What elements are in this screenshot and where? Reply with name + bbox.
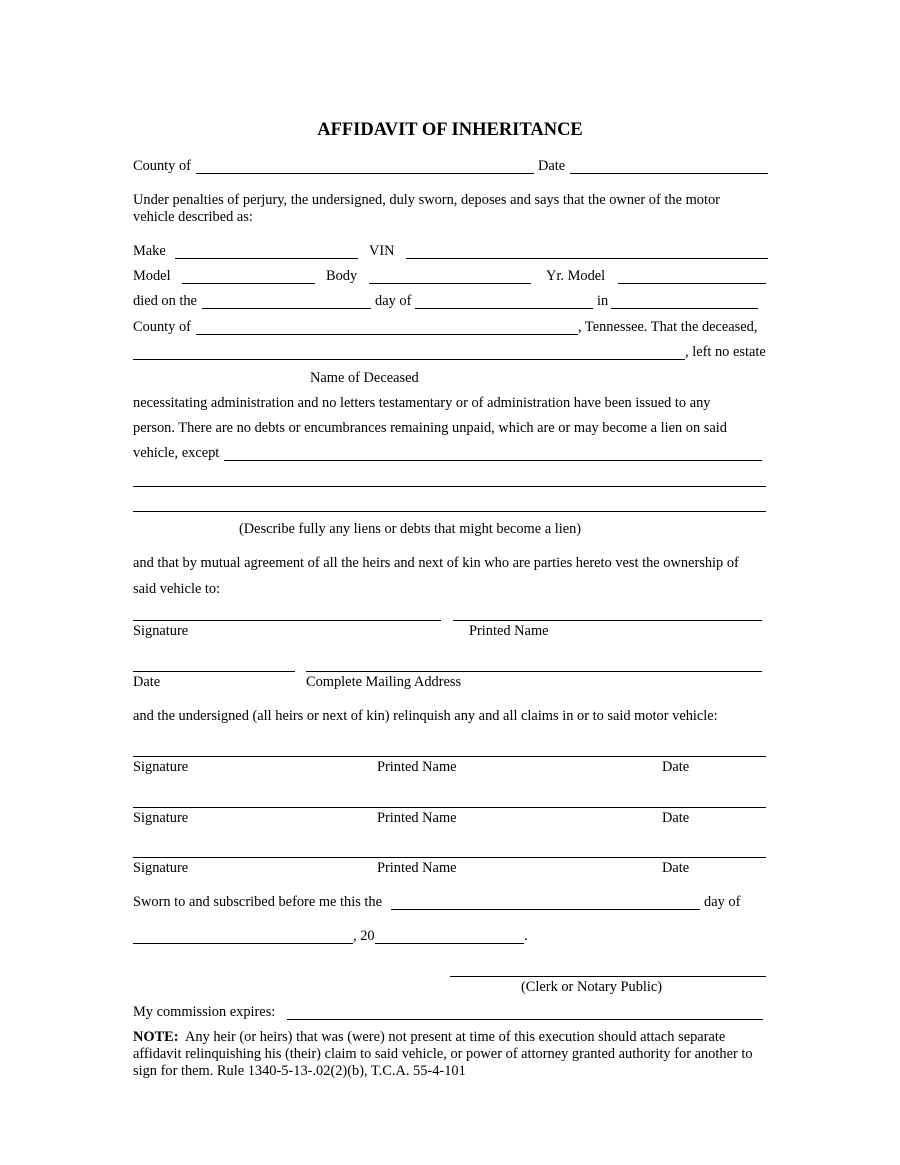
in-field[interactable]	[611, 308, 758, 309]
heir-date-label: Date	[662, 860, 690, 876]
body-label: Body	[326, 268, 358, 284]
heir-signature-line[interactable]	[133, 807, 766, 808]
mutual-agreement-line-2: said vehicle to:	[133, 581, 221, 597]
date-field[interactable]	[570, 173, 768, 174]
note-text-1: Any heir (or heirs) that was (were) not present at time of this execution should attach separate	[178, 1029, 726, 1045]
note-line-1	[133, 1030, 725, 1044]
heir-printed-name-label: Printed Name	[377, 759, 457, 775]
vin-field[interactable]	[406, 258, 768, 259]
year-prefix-text: , 20	[353, 928, 375, 944]
intro-line-1: Under penalties of perjury, the undersigned, duly sworn, deposes and says that the owner of the motor	[133, 192, 720, 208]
heir-signature-label: Signature	[133, 810, 189, 826]
heir-signature-line[interactable]	[133, 857, 766, 858]
recipient-address-label: Complete Mailing Address	[306, 674, 462, 690]
date-label: Date	[538, 158, 566, 174]
heir-printed-name-label: Printed Name	[377, 810, 457, 826]
recipient-printed-name-label: Printed Name	[469, 623, 549, 639]
recipient-date-field[interactable]	[133, 671, 295, 672]
deceased-name-field[interactable]	[133, 359, 685, 360]
note-line-3: sign for them. Rule 1340-5-13-.02(2)(b), T.C.A. 55-4-101	[133, 1063, 466, 1079]
heir-signature-label: Signature	[133, 759, 189, 775]
day-of-label: day of	[375, 293, 412, 309]
liens-field-line-3[interactable]	[133, 511, 766, 512]
sworn-year-field[interactable]	[375, 943, 524, 944]
yr-model-field[interactable]	[618, 283, 766, 284]
vehicle-except-label: vehicle, except	[133, 445, 220, 461]
note-line-2: affidavit relinquishing his (their) claim to said vehicle, or power of attorney granted authority for another to	[133, 1046, 753, 1062]
heir-signature-line[interactable]	[133, 756, 766, 757]
make-label: Make	[133, 243, 166, 259]
heir-date-label: Date	[662, 759, 690, 775]
county-field-2[interactable]	[196, 334, 578, 335]
make-field[interactable]	[175, 258, 358, 259]
commission-field[interactable]	[287, 1019, 763, 1020]
day-of-field[interactable]	[415, 308, 593, 309]
recipient-printed-name-field[interactable]	[453, 620, 762, 621]
year-period: .	[524, 928, 528, 944]
in-label: in	[597, 293, 609, 309]
paragraph-line-2: person. There are no debts or encumbrances remaining unpaid, which are or may become a lien on said	[133, 420, 727, 436]
heir-date-label: Date	[662, 810, 690, 826]
heir-printed-name-label: Printed Name	[377, 860, 457, 876]
county-label: County of	[133, 158, 191, 174]
sworn-day-of-text: day of	[704, 894, 741, 910]
clerk-signature-field[interactable]	[450, 976, 766, 977]
left-no-estate-text: , left no estate	[685, 344, 766, 360]
recipient-date-label: Date	[133, 674, 161, 690]
clerk-label: (Clerk or Notary Public)	[521, 979, 663, 995]
mutual-agreement-line-1: and that by mutual agreement of all the heirs and next of kin who are parties hereto vest the ownership of	[133, 555, 739, 571]
recipient-signature-field[interactable]	[133, 620, 441, 621]
document-title: AFFIDAVIT OF INHERITANCE	[317, 120, 583, 140]
died-on-label: died on the	[133, 293, 197, 309]
died-on-field[interactable]	[202, 308, 371, 309]
yr-model-label: Yr. Model	[546, 268, 606, 284]
tennessee-text: , Tennessee. That the deceased,	[578, 319, 758, 335]
sworn-text: Sworn to and subscribed before me this the	[133, 894, 382, 910]
liens-field-line-2[interactable]	[133, 486, 766, 487]
relinquish-text: and the undersigned (all heirs or next of kin) relinquish any and all claims in or to said motor vehicle:	[133, 708, 718, 724]
describe-liens-caption: (Describe fully any liens or debts that might become a lien)	[239, 521, 582, 537]
sworn-day-field[interactable]	[391, 909, 700, 910]
except-field[interactable]	[224, 460, 762, 461]
model-label: Model	[133, 268, 171, 284]
intro-line-2: vehicle described as:	[133, 209, 253, 225]
county-field[interactable]	[196, 173, 534, 174]
paragraph-line-1: necessitating administration and no letters testamentary or of administration have been issued to any	[133, 395, 711, 411]
name-of-deceased-label: Name of Deceased	[310, 370, 419, 386]
recipient-address-field[interactable]	[306, 671, 762, 672]
model-field[interactable]	[182, 283, 315, 284]
commission-label: My commission expires:	[133, 1004, 276, 1020]
note-label: NOTE:	[133, 1029, 179, 1045]
heir-signature-label: Signature	[133, 860, 189, 876]
body-field[interactable]	[369, 283, 531, 284]
county-label-2: County of	[133, 319, 191, 335]
sworn-month-field[interactable]	[133, 943, 353, 944]
recipient-signature-label: Signature	[133, 623, 189, 639]
vin-label: VIN	[369, 243, 395, 259]
